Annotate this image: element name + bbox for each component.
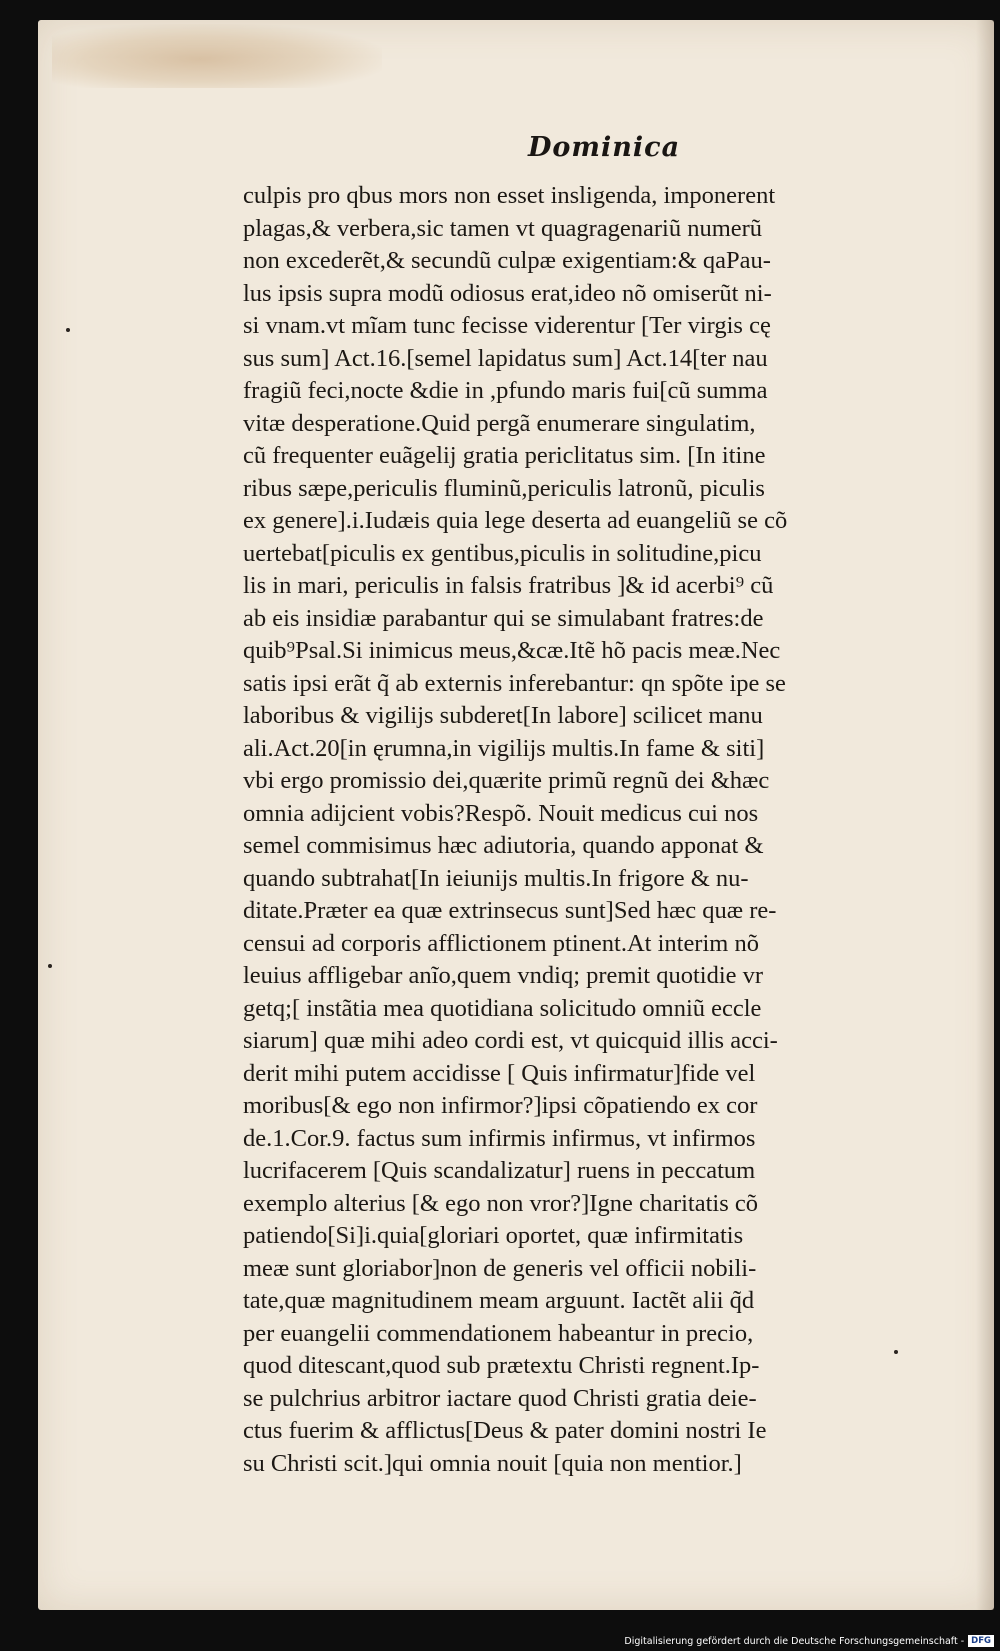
book-page xyxy=(38,20,994,1610)
text-line: leuius affligebar anĩo,quem vndiq; premit quotidie vr xyxy=(243,962,764,989)
text-line: censui ad corporis afflictionem ptinent.At interim nõ xyxy=(243,929,759,957)
text-line: si vnam.vt mĩam tunc fecisse viderentur [Ter virgis cę xyxy=(243,312,771,339)
text-line: plagas,& verbera,sic tamen vt quagragenariũ numerũ xyxy=(243,214,763,242)
text-line: siarum] quæ mihi adeo cordi est, vt quicquid illis acci- xyxy=(243,1027,778,1054)
margin-mark xyxy=(66,328,70,332)
text-line: moribus[& ego non infirmor?]ipsi cõpatiendo ex cor xyxy=(243,1092,758,1119)
text-line: lucrifacerem [Quis scandalizatur] ruens in peccatum xyxy=(243,1157,756,1184)
text-line: se pulchrius arbitror iactare quod Christi gratia deie- xyxy=(243,1384,757,1412)
text-line: sus sum] Act.16.[semel lapidatus sum] Act.14[ter nau xyxy=(243,344,768,372)
page-edge-shadow xyxy=(976,20,994,1610)
text-line: quando subtrahat[In ieiunijs multis.In frigore & nu- xyxy=(243,864,749,892)
digitization-credit xyxy=(624,1633,994,1649)
text-line: ali.Act.20[in ęrumna,in vigilijs multis.In fame & siti] xyxy=(243,734,765,762)
running-head: Dominica xyxy=(528,132,681,163)
text-line: culpis pro qbus mors non esset insligenda, imponerent xyxy=(243,182,776,209)
text-line: ribus sæpe,periculis fluminũ,periculis latronũ, piculis xyxy=(243,474,765,502)
text-line: quod ditescant,quod sub prætextu Christi regnent.Ip- xyxy=(243,1352,760,1379)
text-line: semel commisimus hæc adiutoria, quando apponat & xyxy=(243,832,764,859)
text-line: exemplo alterius [& ego non vror?]Igne charitatis cõ xyxy=(243,1189,758,1217)
text-line: fragiũ feci,nocte &die in ,pfundo maris fui[cũ summa xyxy=(243,377,768,404)
text-line: ctus fuerim & afflictus[Deus & pater domini nostri Ie xyxy=(243,1417,767,1444)
text-line: ex genere].i.Iudæis quia lege deserta ad euangeliũ se cõ xyxy=(243,507,788,534)
text-block xyxy=(243,180,943,1480)
text-line: quib⁹Psal.Si inimicus meus,&cæ.Itẽ hõ pacis meæ.Nec xyxy=(243,637,781,664)
page-stain xyxy=(52,24,382,88)
text-line: omnia adijcient vobis?Respõ. Nouit medicus cui nos xyxy=(243,799,759,827)
text-line: lis in mari, periculis in falsis fratribus ]& id acerbi⁹ cũ xyxy=(243,572,774,599)
text-line: satis ipsi erãt q̃ ab externis inferebantur: qn spõte ipe se xyxy=(243,669,786,697)
text-line: tate,quæ magnitudinem meam arguunt. Iactẽt alii q̃d xyxy=(243,1287,755,1314)
text-line: uertebat[piculis ex gentibus,piculis in solitudine,picu xyxy=(243,539,762,567)
text-line: ditate.Præter ea quæ extrinsecus sunt]Sed hæc quæ re- xyxy=(243,897,777,924)
text-line: de.1.Cor.9. factus sum infirmis infirmus, vt infirmos xyxy=(243,1124,756,1152)
text-line: per euangelii commendationem habeantur in precio, xyxy=(243,1319,754,1347)
credit-text: Digitalisierung gefördert durch die Deutsche Forschungsgemeinschaft - xyxy=(624,1635,965,1647)
dfg-logo: DFG xyxy=(968,1635,994,1647)
text-line: ab eis insidiæ parabantur qui se simulabant fratres:de xyxy=(243,604,764,632)
margin-mark xyxy=(48,964,52,968)
margin-mark xyxy=(894,1350,898,1354)
text-line: meæ sunt gloriabor]non de generis vel officii nobili- xyxy=(243,1254,757,1282)
text-line: vitæ desperatione.Quid pergã enumerare singulatim, xyxy=(243,409,756,437)
text-line: laboribus & vigilijs subderet[In labore] scilicet manu xyxy=(243,702,763,729)
text-line: vbi ergo promissio dei,quærite primũ regnũ dei &hæc xyxy=(243,767,770,794)
text-line: cũ frequenter euãgelij gratia periclitatus sim. [In itine xyxy=(243,442,766,469)
text-line: patiendo[Si]i.quia[gloriari oportet, quæ infirmitatis xyxy=(243,1222,744,1249)
text-line: getq;[ instãtia mea quotidiana solicitudo omniũ eccle xyxy=(243,994,762,1022)
text-line: su Christi scit.]qui omnia nouit [quia non mentior.] xyxy=(243,1449,742,1477)
text-line: derit mihi putem accidisse [ Quis infirmatur]fide vel xyxy=(243,1059,756,1087)
text-line: lus ipsis supra modũ odiosus erat,ideo nõ omiserũt ni- xyxy=(243,279,772,307)
text-line: non excederẽt,& secundũ culpæ exigentiam:& qaPau- xyxy=(243,247,771,274)
